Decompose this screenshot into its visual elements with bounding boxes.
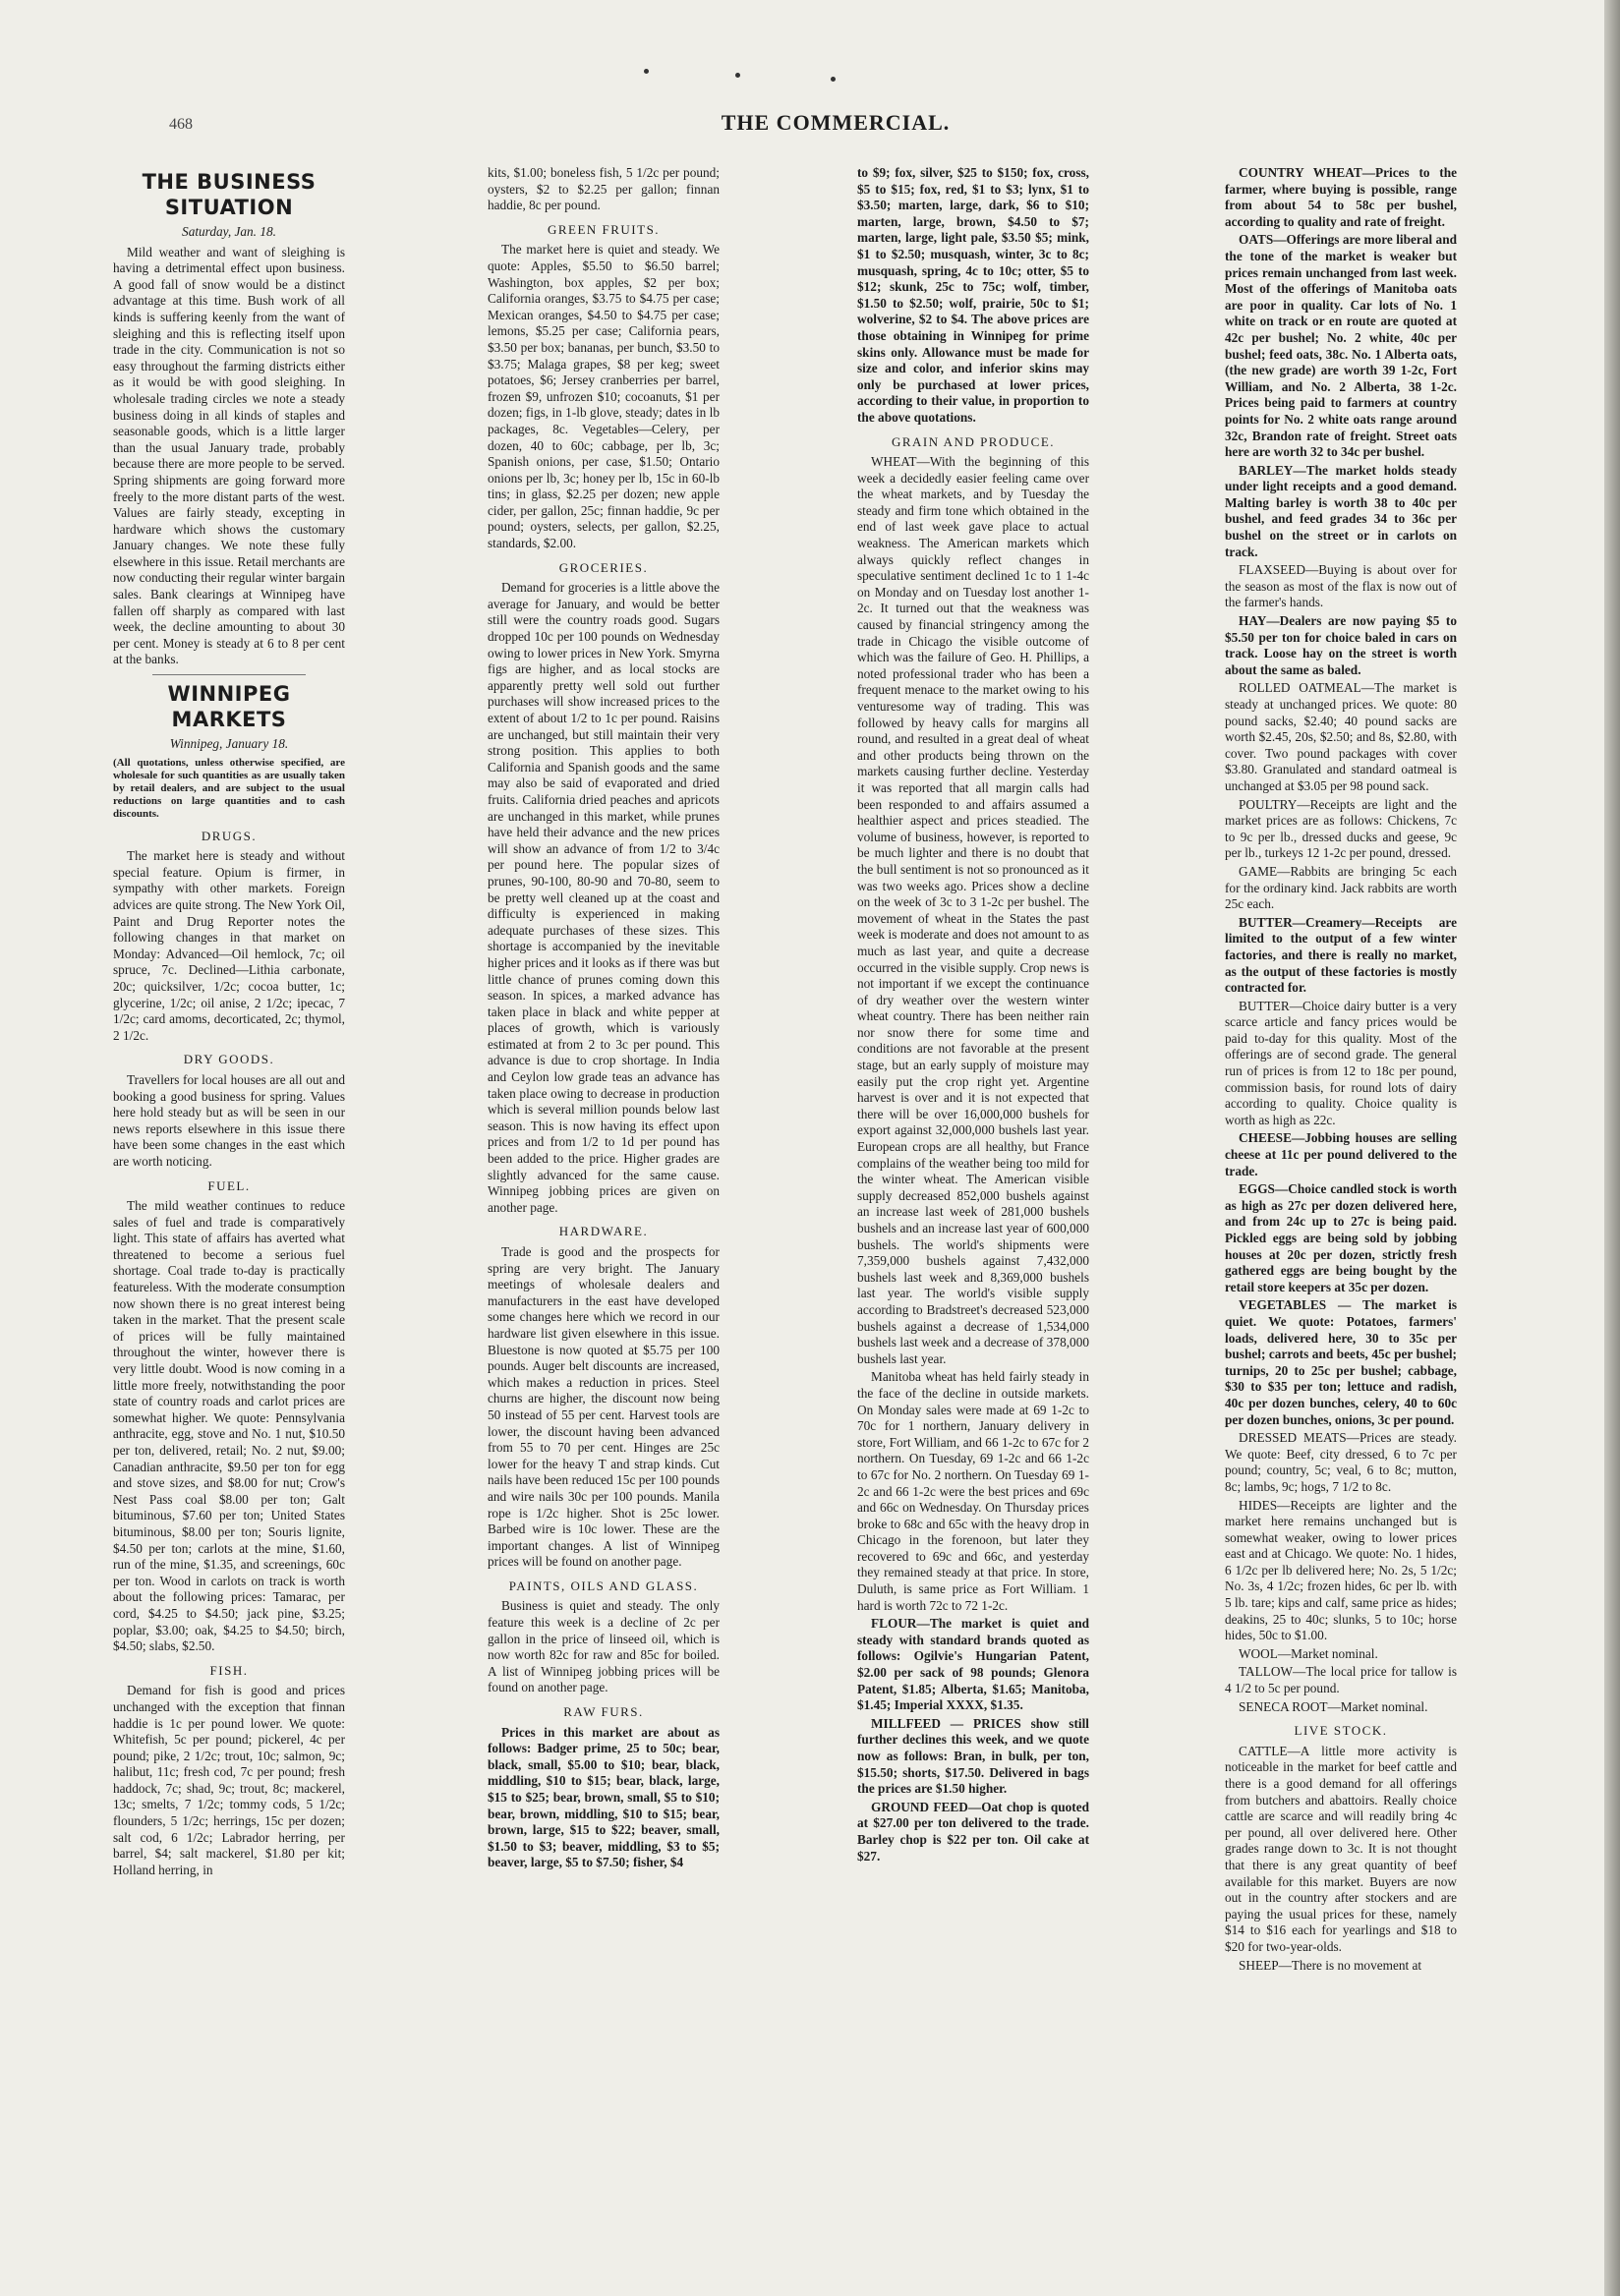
section-fish: FISH. [209,1662,249,1678]
section-groceries: GROCERIES. [558,559,649,575]
column-4 [1225,165,1457,2288]
raw-furs-article: Prices in this market are about as follows: Badger prime, 25 to 50c; bear, black, small, $5.00 to $10; bear, black, middling, $10 to $15; bear, black, large, $15 to $25; bear, brown, small, $5 to $10; bear, brown, middling, $10 to $15; bear, brown, large, $15 to $22; beaver, small, $1.50 to $3; beaver, middling, $3 to $5; beaver, large, $5 to $7.50; fisher, $4 [488,1724,720,1870]
markets-date: Winnipeg, January 18. [169,736,289,752]
poultry-article: POULTRY—Receipts are light and the market prices are as follows: Chickens, 7c to 9c per lb., dressed ducks and geese, 9c per lb., turkeys 12 1-2c per pound, dressed. [1225,796,1457,861]
divider [152,674,306,675]
section-fuel: FUEL. [207,1177,251,1193]
column-3 [857,165,1089,2288]
fuel-article: The mild weather continues to reduce sales of fuel and trade is comparatively light. This state of affairs has averted what threatened to become a serious fuel shortage. Coal trade to-day is practically featureless. With the moderate consumption now shown there is no great interest being taken in the market. That the present scale of prices will be fully maintained throughout the winter, however there is very little doubt. Wood is now coming in a little more freely, notwithstanding the poor state of country roads and carlot prices are somewhat higher. We quote: Pennsylvania anthracite, egg, stove and No. 1 nut, $10.50 per ton, delivered, retail; No. 2 nut, $9.00; Canadian anthracite, $9.50 per ton for egg and stove sizes, and $8.00 for nut; Crow's Nest Pass coal $8.00 per ton; Galt bituminous, $7.60 per ton; United States bituminous, $8.00 per ton; Souris lignite, $4.50 per ton; carlots at the mine, $1.60, run of the mine, $1.35, and screenings, 60c per ton. Wood in carlots on track is worth about the following prices: Tamarac, per cord, $4.25 to $4.50; jack pine, $3.25; poplar, $3.00; oak, $4.25 to $4.50; birch, $4.50; slabs, $2.50. [113,1198,345,1654]
barley-article: BARLEY—The market holds steady under light receipts and a good demand. Malting barley is worth 38 to 40c per bushel, and feed grades 34 to 36c per bushel on the street or in carlots on track. [1225,462,1457,559]
headline-business-situation: THE BUSINESS SITUATION [142,170,317,219]
wool-article: WOOL—Market nominal. [1239,1645,1378,1661]
section-paints: PAINTS, OILS AND GLASS. [508,1578,699,1593]
section-raw-furs: RAW FURS. [563,1704,644,1720]
hides-article: HIDES—Receipts are lighter and the market here remains unchanged but is somewhat weaker, owing to lower prices east and at Chicago. We quote: No. 1 hides, 6 1/2c per lb delivered here; No. 2s, 5 1/2c; No. 3s, 4 1/2c; frozen hides, 6c per lb. with 5 lb. tare; kips and calf, same price as hides; deakins, 25 to 40c; slunks, 5 to 10c; horse hides, 50c to $1.00. [1225,1497,1457,1643]
masthead-title: THE COMMERCIAL. [721,110,951,135]
section-dry-goods: DRY GOODS. [183,1052,275,1067]
rolled-oatmeal-article: ROLLED OATMEAL—The market is steady at unchanged prices. We quote: 80 pound sacks, $2.40; 40 pound sacks are worth $2.45, 20s, $2.50; and 8s, $2.80, with cover. Two pound packages with cover $3.80. Granulated and standard oatmeal is unchanged at $3.05 per 98 pound sack. [1225,680,1457,793]
butter-creamery-article: BUTTER—Creamery—Receipts are limited to the output of a few winter factories, and there is really no market, as the output of these factories is mostly contracted for. [1225,914,1457,996]
section-live-stock: LIVE STOCK. [1294,1723,1388,1739]
flaxseed-article: FLAXSEED—Buying is about over for the season as most of the flax is now out of the farmer's hands. [1225,562,1457,610]
section-drugs: DRUGS. [201,828,258,843]
headline-winnipeg-markets: WINNIPEG MARKETS [167,682,291,732]
print-speck [644,69,649,74]
millfeed-article: MILLFEED — PRICES show still further declines this week, and we quote now as follows: Bran, in bulk, per ton, $15.50; shorts, $17.50. Delivered in bags the prices are $1.50 higher. [857,1715,1089,1797]
country-wheat-article: COUNTRY WHEAT—Prices to the farmer, where buying is possible, range from about 54 to 58c per bushel, according to quality and rate of freight. [1225,165,1457,229]
manitoba-wheat-article: Manitoba wheat has held fairly steady in the face of the decline in outside markets. On Monday sales were made at 69 1-2c to 70c for 1 northern, January delivery in store, Fort William, and 66 1-2c to 67c for 2 northern. On Tuesday, 69 1-2c and 66 1-2c to 67c for No. 2 northern. On Tuesday 69 1-2c and 66 1-2c were the best prices and 69c and 66c on Wednesday. On Thursday prices broke to 68c and 65c with the heavy drop in Chicago in the forenoon, but later they recovered to 69c and 66c, and yesterday they remained steady at that price. In store, Duluth, is same price as Fort William. 1 hard is worth 72c to 72 1-2c. [857,1369,1089,1613]
seneca-root-article: SENECA ROOT—Market nominal. [1239,1698,1428,1714]
business-date: Saturday, Jan. 18. [182,224,276,239]
drugs-article: The market here is steady and without special feature. Opium is firmer, in sympathy with other markets. Foreign advices are quite strong. The New York Oil, Paint and Drug Reporter notes the following changes in that market on Monday: Advanced—Oil hemlock, 7c; oil spruce, 7c. Declined—Lithia carbonate, 20c; quicksilver, 1/2c; cocoa butter, 1c; glycerine, 1/2c; oil anise, 2 1/2c; ipecac, 7 1/2c; card amoms, decorticated, 2c; thymol, 2 1/2c. [113,848,345,1043]
markets-note: (All quotations, unless otherwise specified, are wholesale for such quantities as are usually taken by retail dealers, and are subject to the usual reductions on large quantities and to cash discounts. [113,756,345,820]
section-hardware: HARDWARE. [558,1224,649,1239]
paints-article: Business is quiet and steady. The only feature this week is a decline of 2c per gallon in the price of linseed oil, which is now worth 82c for raw and 85c for boiled. A list of Winnipeg jobbing prices will be found on another page. [488,1598,720,1695]
hardware-article: Trade is good and the prospects for spring are very bright. The January meetings of wholesale dealers and manufacturers in the east have developed some changes here which we record in our hardware list given elsewhere in this issue. Bluestone is now quoted at $5.75 per 100 pounds. Auger belt discounts are increased, which makes a reduction in prices. Steel churns are higher, the discount now being 50 instead of 55 per cent. Harvest tools are lower, the discount having been advanced from 55 to 70 per cent. Hinges are 25c lower for the heavy T and strap kinds. Cut nails have been reduced 15c per 100 pounds and wire nails 30c per 100 pounds. Manila rope is 1/2c higher. Shot is 25c lower. Barbed wire is 10c lower. These are the important changes. A list of Winnipeg prices will be found on another page. [488,1244,720,1570]
cheese-article: CHEESE—Jobbing houses are selling cheese at 11c per pound delivered to the trade. [1225,1130,1457,1178]
fish-article: Demand for fish is good and prices unchanged with the exception that finnan haddie is 1c per pound lower. We quote: Whitefish, 5c per pound; pickerel, 4c per pound; pike, 2 1/2c; trout, 10c; salmon, 9c; halibut, 11c; fresh cod, 7c per pound; fresh haddock, 7c; shad, 9c; trout, 8c; mackerel, 13c; smelts, 7 1/2c; tommy cods, 5 1/2c; flounders, 5 1/2c; herrings, 15c per dozen; salt cod, 6 1/2c; Labrador herring, per barrel, $4; salt mackerel, $1.80 per kit; Holland herring, in [113,1683,345,1877]
eggs-article: EGGS—Choice candled stock is worth as high as 27c per dozen delivered here, and from 24c up to 27c is being paid. Pickled eggs are being sold by jobbing houses at 20c per dozen, strictly fresh gathered eggs are being bought by the retail store keepers at 35c per dozen. [1225,1181,1457,1294]
fish-continued: kits, $1.00; boneless fish, 5 1/2c per pound; oysters, $2 to $2.25 per gallon; finnan haddie, 8c per pound. [488,165,720,213]
dressed-meats-article: DRESSED MEATS—Prices are steady. We quote: Beef, city dressed, 6 to 7c per pound; country, 5c; veal, 6 to 8c; mutton, 8c; lambs, 9c; hogs, 7 1/2 to 8c. [1225,1430,1457,1494]
groceries-article: Demand for groceries is a little above the average for January, and would be better still were the country roads good. Sugars dropped 10c per 100 pounds on Wednesday owing to lower prices in New York. Smyrna figs are higher, and as local stocks are apparently pretty well sold out further purchases will show increased prices to the extent of about 1/2 to 1c per pound. Raisins are unchanged, but still maintain their very strong position. This applies to both California and Spanish goods and the same may also be said of evaporated and dried fruits. California dried peaches and apricots are unchanged in this market, while prunes have held their advance and the new prices will show an advance of from 1/2 to 3/4c per pound here. The popular sizes of prunes, 90-100, 80-90 and 70-80, seem to be pretty well cleaned up at the coast and difficulty is experienced in making adequate purchases of these sizes. This shortage is accompanied by the inevitable higher prices and it looks as if there was but little chance of prunes coming down this season. In spices, a marked advance has taken place in black and white pepper at places of growth, which is variously estimated at from 2 to 3c per pound. This advance is due to crop shortage. In India and Ceylon low grade teas an advance has taken place owing to decrease in production which is several million pounds below last season. This is now having its effect upon prices and from 1/2 to 1d per pound has been added to the price. Higher grades are slightly advanced for the same cause. Winnipeg jobbing prices are given on another page. [488,580,720,1215]
butter-dairy-article: BUTTER—Choice dairy butter is a very scarce article and fancy prices would be paid to-day for this quality. Most of the offerings are of second grade. The general run of prices is from 12 to 18c per pound, commission basis, for round lots of dairy according to quality. Choice quality is worth as high as 22c. [1225,998,1457,1127]
print-speck [735,73,740,78]
vegetables-article: VEGETABLES — The market is quiet. We quote: Potatoes, farmers' loads, delivered here, 30 to 35c per bushel; carrots and beets, 45c per bushel; turnips, 20 to 25c per bushel; cabbage, $30 to $35 per ton; lettuce and radish, 40c per dozen bunches, celery, 40 to 60c per dozen bunches, onions, 3c per pound. [1225,1297,1457,1427]
cattle-article: CATTLE—A little more activity is noticeable in the market for beef cattle and there is a good demand for all offerings from butchers and abattoirs. Really choice cattle are scarce and will readily bring 4c per pound, all over delivered here. Other grades range down to 3c. It is not thought that there is any great quantity of beef available for this market. Buyers are now out in the country after stockers and are paying the usual prices for these, namely $14 to $16 each for yearlings and $18 to $20 for two-year-olds. [1225,1743,1457,1954]
oats-article: OATS—Offerings are more liberal and the tone of the market is weaker but prices remain unchanged from last week. Most of the offerings of Manitoba oats are poor in quality. Car lots of No. 1 white on track or en route are quoted at 42c per bushel; No. 2 white, 40c per bushel; feed oats, 38c. No. 1 Alberta oats, (the new grade) are worth 39 1-2c, Fort William, and No. 2 Alberta, 38 1-2c. Prices being paid to farmers at country points for No. 2 white oats range around 32c, Brandon rate of freight. Street oats here are worth 32 to 34c per bushel. [1225,232,1457,460]
section-green-fruits: GREEN FRUITS. [547,221,661,237]
column-2 [488,165,720,2288]
wheat-article: WHEAT—With the beginning of this week a decidedly easier feeling came over the wheat markets, and by Tuesday the steady and firm tone which obtained in the end of last week gave place to actual weakness. The American markets which always quickly reflect changes in speculative sentiment declined 1c to 1 1-4c on Monday and on Tuesday lost another 1-2c. It turned out that the weakness was caused by financial stringency among the trade in Chicago the visible outcome of which was the failure of Geo. H. Phillips, a noted professional trader who has been a frequent menace to the market owing to his venturesome way of trading. This was followed by heavy calls for margins all round, and resulted in a great deal of wheat and other products being thrown on the markets causing further decline. Yesterday it was reported that all margin calls had been responded to and affairs assumed a healthier aspect and prices steadied. The volume of business, however, is reported to be much lighter and there is no doubt that the bull sentiment is not so pronounced as it was two weeks ago. Prices show a decline on the week of 3c to 3 1-2c per bushel. The movement of wheat in the States the past week is moderate and does not amount to as much as last year, and quite a decrease occurred in the visible supply. Crop news is not important if we except the continuance of dry weather over the western winter wheat country. There has been neither rain nor snow there for some time and conditions are not favorable at the present stage, but an early supply of moisture may easily put the crop right yet. Argentine harvest is over and it is not expected that there will be over 16,000,000 bushels for export against 32,000,000 bushels last year. European crops are all healthy, but France complains of the weather being too mild for the winter wheat. The American visible supply decreased 852,000 bushels against an increase last week of 281,000 bushels bushels and an increase last year of 600,000 bushels. The world's shipments were 7,359,000 bushels against 7,432,000 bushels last week and 8,369,000 bushels last year. The world's visible supply according to Bradstreet's decreased 523,000 bushels against a decrease of 1,534,000 bushels last week and a decrease of 378,000 bushels last year. [857,454,1089,1366]
tallow-article: TALLOW—The local price for tallow is 4 1/2 to 5c per pound. [1225,1664,1457,1696]
ground-feed-article: GROUND FEED—Oat chop is quoted at $27.00 per ton delivered to the trade. Barley chop is $22 per ton. Oil cake at $27. [857,1799,1089,1864]
hay-article: HAY—Dealers are now paying $5 to $5.50 per ton for choice baled in cars on track. Loose hay on the street is worth about the same as baled. [1225,613,1457,677]
section-grain-produce: GRAIN AND PRODUCE. [891,433,1056,449]
page-edge [1604,0,1620,2296]
sheep-article: SHEEP—There is no movement at [1239,1957,1422,1973]
dry-goods-article: Travellers for local houses are all out and booking a good business for spring. Values here hold steady but as will be seen in our news reports elsewhere in this issue there have been some changes in the east which are worth noticing. [113,1071,345,1169]
green-fruits-article: The market here is quiet and steady. We quote: Apples, $5.50 to $6.50 barrel; Washington, box apples, $2 per box; California oranges, $3.75 to $4.75 per case; Mexican oranges, $4.50 to $4.75 per case; lemons, $5.25 per case; California pears, $3.50 per box; bananas, per bunch, $3.50 to $3.75; Malaga grapes, $8 per keg; sweet potatoes, $6; Jersey cranberries per barrel, frozen $9, unfrozen $10; cocoanuts, $1 per dozen; figs, in 1-lb glove, steady; dates in lb packages, 8c. Vegetables—Celery, per dozen, 40 to 60c; cabbage, per lb, 3c; Spanish onions, per case, $1.50; Ontario onions per lb, 3c; honey per lb, 15c in 60-lb tins; in glass, $2.25 per dozen; new apple cider, per gallon, 25c; finnan haddie, 9c per pound; oysters, selects, per gallon, $2.25, standards, $2.00. [488,242,720,551]
column-1 [113,165,345,2288]
business-article: Mild weather and want of sleighing is having a detrimental effect upon business. A good fall of snow would be a distinct advantage at this time. Bush work of all kinds is suffering keenly from the want of sleighing and this is reflecting itself upon trade in the city. Communication is not so easy throughout the farming districts either as it would be with good sleighing. In wholesale trading circles we note a steady business doing in all kinds of staples and seasonable goods, which is a little larger than the usual January trade, probably because there are more people to be served. Spring shipments are going forward more freely to the more distant parts of the west. Values are fairly steady, excepting in hardware which shows the customary January changes. We note these fully elsewhere in this issue. Retail merchants are now conducting their regular winter bargain sales. Bank clearings at Winnipeg have fallen off sharply as compared with last week, the decline amounting to about 30 per cent. Money is steady at 6 to 8 per cent at the banks. [113,244,345,667]
furs-continued: to $9; fox, silver, $25 to $150; fox, cross, $5 to $15; fox, red, $1 to $3; lynx, $1 to $3.50; marten, large, dark, $6 to $10; marten, large, brown, $4.50 to $7; marten, large, light pale, $3.50 $5; mink, $1 to $2.50; musquash, winter, 3c to 8c; musquash, spring, 4c to 10c; otter, $5 to $12; skunk, 25c to 75c; wolf, timber, $1.50 to $2.50; wolf, prairie, 50c to $1; wolverine, $2 to $4. The above prices are those obtaining in Winnipeg for prime skins only. Allowance must be made for size and color, and inferior skins may only be purchased at lower prices, according to their value, in proportion to the above quotations. [857,165,1089,425]
game-article: GAME—Rabbits are bringing 5c each for the ordinary kind. Jack rabbits are worth 25c each. [1225,863,1457,912]
print-speck [831,77,836,82]
page-number: 468 [169,116,193,133]
flour-article: FLOUR—The market is quiet and steady with standard brands quoted as follows: Ogilvie's Hungarian Patent, $2.00 per sack of 98 pounds; Glenora Patent, $1.85; Alberta, $1.65; Manitoba, $1.45; Imperial XXXX, $1.35. [857,1616,1089,1713]
